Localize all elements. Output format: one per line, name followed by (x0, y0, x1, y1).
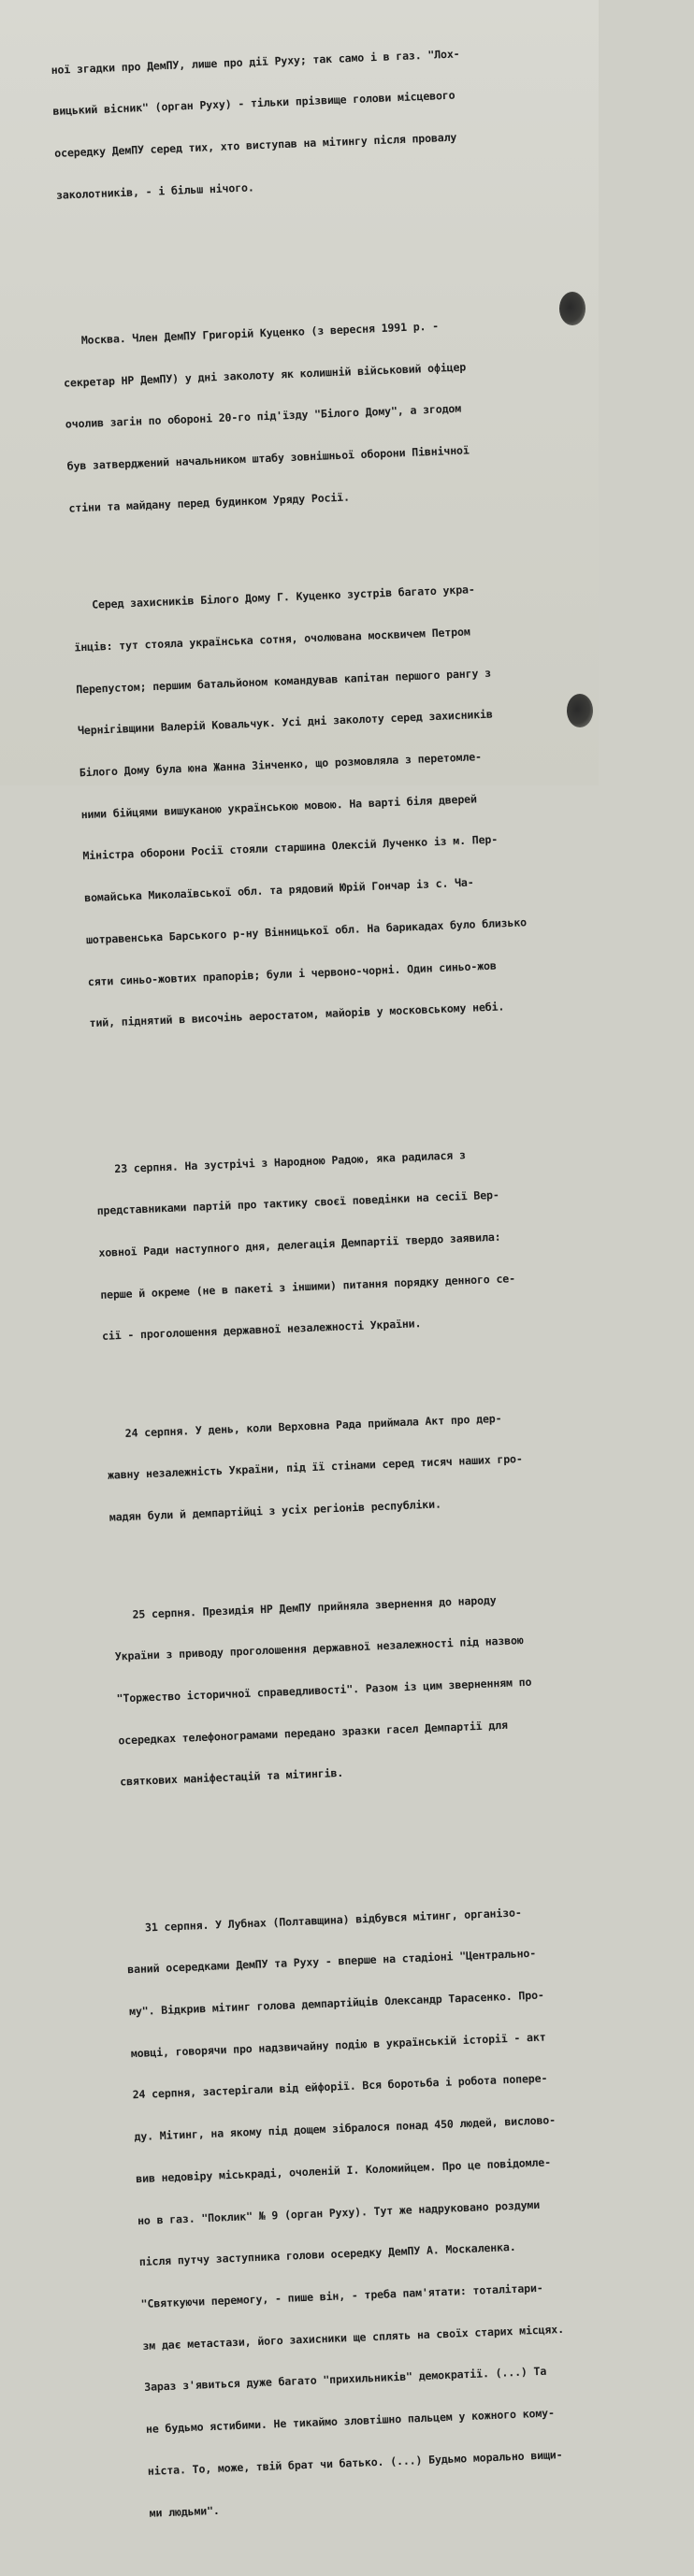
text-line: ної згадки про ДемПУ, лише про дії Руху; так само і в газ. "Лох- (51, 47, 460, 77)
text-line: секретар НР ДемПУ) у дні заколоту як колишній військовий офіцер (63, 360, 467, 390)
text-line: Москва. Член ДемПУ Григорій Куценко (з вересня 1991 р. - (62, 319, 440, 348)
text-line: 24 серпня, застерігали від ейфорії. Вся боротьба і робота попере- (132, 2071, 548, 2102)
text-line: "Торжество історичної справедливості". Разом із цим зверненням по (116, 1675, 532, 1705)
paragraph-1 (50, 14, 600, 231)
text-line: но в газ. "Поклик" № 9 (орган Руху). Тут же надруковано роздуми (137, 2197, 541, 2227)
text-line: не будьмо ястибими. Не тикаймо зловтішно пальцем у кожного кому- (145, 2406, 556, 2437)
text-line: мовці, говорячи про надзвичайну подію в українській історії - акт (130, 2030, 546, 2060)
paragraph-moscow (61, 285, 613, 543)
text-line: ваний осередками ДемПУ та Руху - вперше на стадіоні "Центрально- (127, 1947, 537, 1977)
text-line: ду. Мітинг, на якому під дощем зібралося понад 450 людей, вислово- (134, 2113, 557, 2144)
text-line: Міністра оборони Росії стояли старшина Олексій Лученко із м. Пер- (82, 832, 499, 863)
text-line: Зараз з'явиться дуже багато "прихильників" демократії. (...) Та (143, 2365, 547, 2395)
text-line: му". Відкрив мітинг голова демпартійців Олександр Тарасенко. Про- (128, 1988, 544, 2019)
text-line: шотравенська Барського р-ну Вінницької обл. На барикадах було близько (85, 915, 528, 947)
punch-hole-bottom (567, 694, 593, 727)
text-line: осередку ДемПУ серед тих, хто виступав на мітингу після провалу (53, 130, 457, 160)
text-line: осередках телефонограмами передано зразки гасел Демпартії для (118, 1718, 509, 1748)
text-line: вив недовіру міськраді, очоленій І. Коломийцем. Про це повідомле- (135, 2155, 552, 2185)
paragraph-aug-24 (105, 1377, 653, 1552)
text-line: Перепустом; першим батальйоном командував капітан першого рангу з (75, 666, 492, 697)
text-line: ми людьми". (149, 2503, 220, 2520)
punch-hole-top (559, 292, 586, 325)
text-line: 25 серпня. Президія НР ДемПУ прийняла звернення до народу (112, 1592, 497, 1622)
text-line: Чернігівщини Валерій Ковальчук. Усі дні заколоту серед захисників (77, 707, 493, 738)
text-line: зм дає метастази, його захисники ще сплять на своїх старих місцях. (142, 2322, 565, 2353)
paragraph-aug-23 (94, 1113, 645, 1371)
text-line: святкових маніфестацій та мітингів. (119, 1766, 344, 1789)
text-line: ними бійцями вишуканою українською мовою. На варті біля дверей (80, 792, 478, 822)
text-line: перше й окреме (не в пакеті з іншими) питання порядку денного се- (100, 1271, 516, 1302)
text-line: ховної Ради наступного дня, делегація Демпартії твердо заявила: (98, 1230, 501, 1259)
text-line: тий, піднятий в височінь аеростатом, майорів у московському небі. (89, 1000, 505, 1030)
text-line: представниками партій про тактику своєї поведінки на сесії Вер- (96, 1187, 499, 1218)
paragraph-aug-25 (112, 1559, 664, 1817)
text-line: жавну незалежність України, під її стінами серед тисяч наших гро- (107, 1452, 523, 1483)
text-line: сяти синьо-жовтих прапорів; були і червоно-чорні. Один синьо-жов (87, 958, 497, 988)
text-line: вомайська Миколаївської обл. та рядовий Юрій Гончар із с. Ча- (83, 875, 474, 905)
text-line: заколотників, - і більш нічого. (55, 180, 254, 202)
text-line: очолив загін по обороні 20-го під'їзду "Білого Дому", а згодом (65, 402, 462, 432)
text-line: вицький вісник" (орган Руху) - тільки прізвище голови місцевого (52, 88, 455, 119)
text-line: Серед захисників Білого Дому Г. Куценко зустрів багато укра- (72, 583, 475, 612)
text-line: України з приводу проголошення державної незалежності під назвою (114, 1633, 524, 1663)
text-line: їнців: тут стояла українська сотня, очолювана москвичем Петром (74, 625, 470, 655)
text-line: 31 серпня. У Лубнах (Полтавщина) відбувся мітинг, організо- (125, 1905, 522, 1935)
text-line: 24 серпня. У день, коли Верховна Рада приймала Акт про дер- (105, 1411, 502, 1441)
paragraph-aug-31 (124, 1872, 693, 2548)
text-line: сії - проголошення державної незалежності України. (101, 1317, 422, 1344)
text-line: Білого Дому була юна Жанна Зінченко, що розмовляла з перетомле- (79, 750, 483, 780)
text-line: ніста. То, може, твій брат чи батько. (...) Будьмо морально вищи- (147, 2447, 563, 2478)
text-line: "Святкуючи перемогу, - пише він, - треба пам'ятати: тоталітари- (140, 2281, 543, 2311)
paragraph-defenders (71, 550, 632, 1059)
text-line: 23 серпня. На зустрічі з Народною Радою, яка радилася з (94, 1147, 467, 1176)
typewritten-text (49, 0, 694, 2576)
text-line: стіни та майдану перед будинком Уряду Росії. (68, 490, 351, 515)
text-line: був затверджений начальником штабу зовнішньої оборони Північної (66, 443, 470, 473)
text-line: після путчу заступника голови осередку ДемПУ А. Москаленка. (138, 2240, 516, 2269)
text-line: мадян були й демпартійці з усіх регіонів республіки. (108, 1497, 442, 1524)
